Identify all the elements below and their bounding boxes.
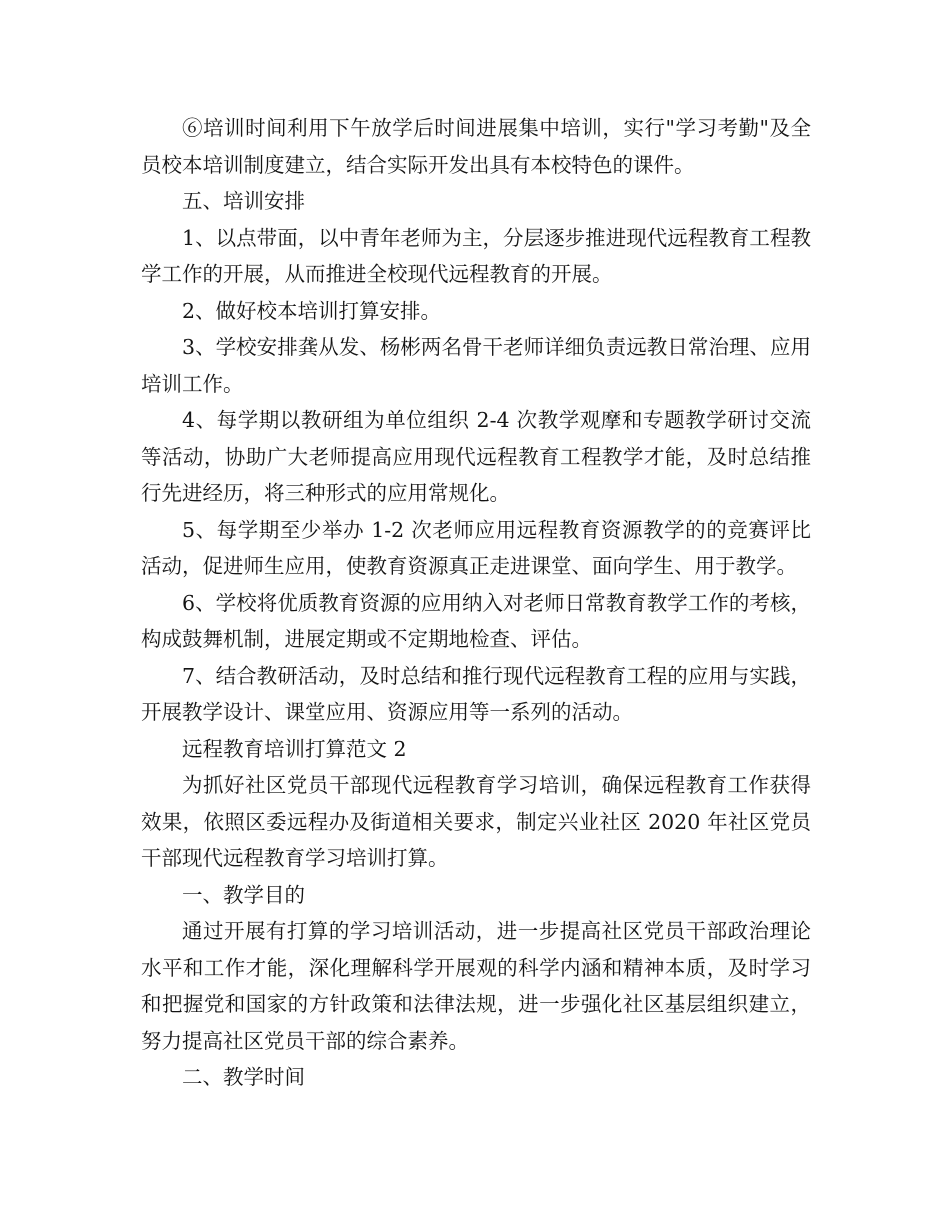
section-title-sample-2: 远程教育培训打算范文 2 — [182, 736, 407, 761]
paragraph-item-1: 1、以点带面，以中青年老师为主，分层逐步推进现代远程教育工程教学工作的开展，从而推进全校现代远程教育的开展。 — [141, 225, 811, 286]
paragraph-item-3: 3、学校安排龚从发、杨彬两名骨干老师详细负责远教日常治理、应用培训工作。 — [141, 335, 811, 396]
paragraph-teaching-purpose: 通过开展有打算的学习培训活动，进一步提高社区党员干部政治理论水平和工作才能，深化理解科学开展观的科学内涵和精神本质，及时学习和把握党和国家的方针政策和法律法规，进一步强化社区基层组织建立，努力提高社区党员干部的综合素养。 — [141, 919, 811, 1053]
paragraph-item-7: 7、结合教研活动，及时总结和推行现代远程教育工程的应用与实践，开展教学设计、课堂应用、资源应用等一系列的活动。 — [141, 663, 811, 724]
paragraph-intro: 为抓好社区党员干部现代远程教育学习培训，确保远程教育工作获得效果，依照区委远程办及街道相关要求，制定兴业社区 2020 年社区党员干部现代远程教育学习培训打算。 — [141, 773, 811, 870]
heading-teaching-time: 二、教学时间 — [182, 1065, 305, 1089]
document-body — [141, 110, 811, 1096]
heading-training-arrangement: 五、培训安排 — [182, 189, 305, 213]
paragraph-item-2: 2、做好校本培训打算安排。 — [182, 298, 442, 323]
heading-teaching-purpose: 一、教学目的 — [182, 882, 305, 907]
paragraph-item-5: 5、每学期至少举办 1-2 次老师应用远程教育资源教学的的竞赛评比活动，促进师生应用，使教育资源真正走进课堂、面向学生、用于教学。 — [141, 517, 811, 578]
paragraph-item-6: 6、学校将优质教育资源的应用纳入对老师日常教育教学工作的考核，构成鼓舞机制，进展定期或不定期地检查、评估。 — [141, 590, 811, 651]
paragraph-item-4: 4、每学期以教研组为单位组织 2-4 次教学观摩和专题教学研讨交流等活动，协助广大老师提高应用现代远程教育工程教学才能，及时总结推行先进经历，将三种形式的应用常规化。 — [141, 408, 811, 505]
paragraph-training-time: ⑥培训时间利用下午放学后时间进展集中培训，实行"学习考勤"及全员校本培训制度建立，结合实际开发出具有本校特色的课件。 — [141, 116, 811, 177]
